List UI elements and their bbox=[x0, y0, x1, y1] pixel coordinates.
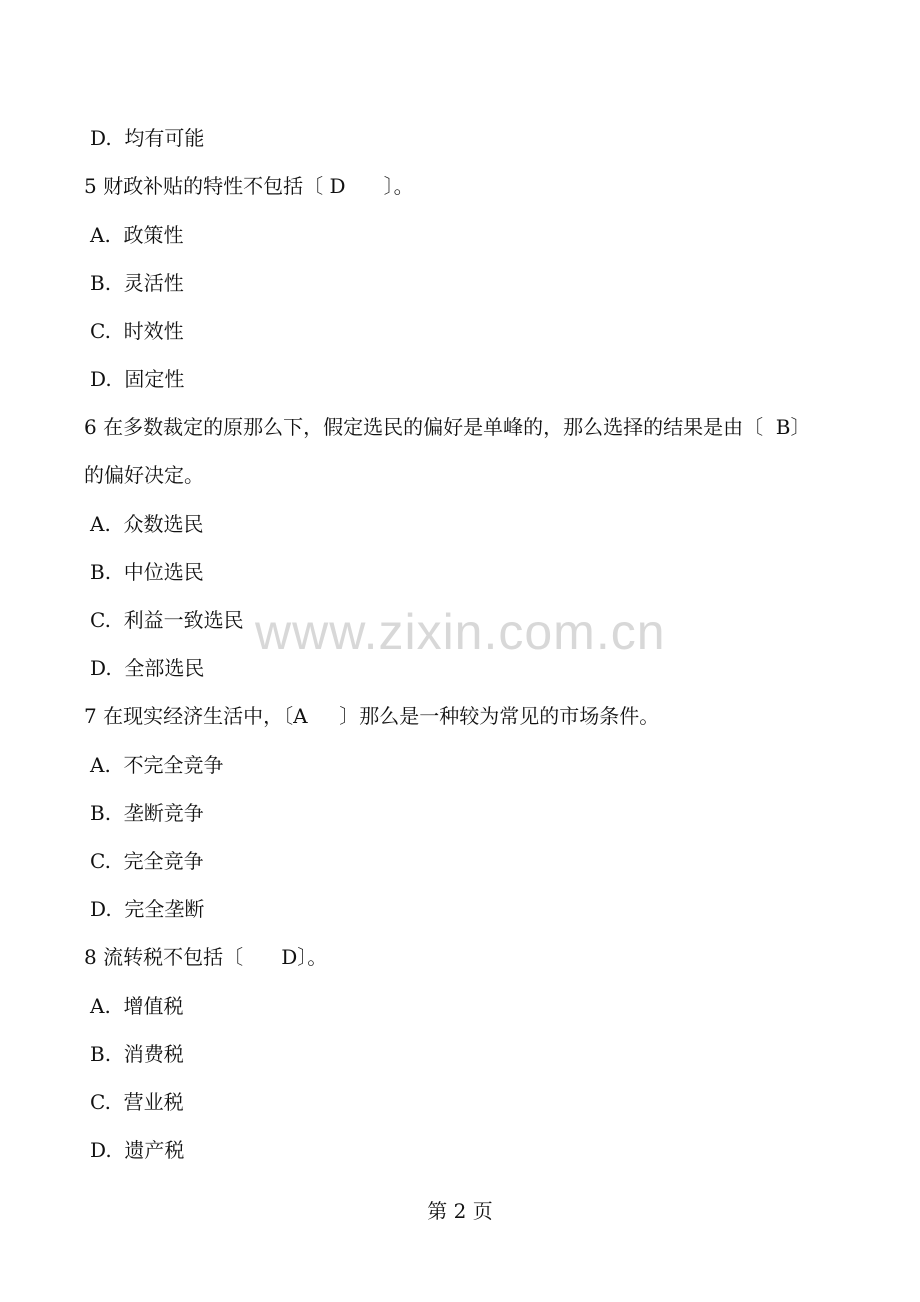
option-d-q8: D. 遗产税 bbox=[90, 1138, 185, 1162]
option-b-q7: B. 垄断竞争 bbox=[90, 801, 204, 825]
option-d-q5: D. 固定性 bbox=[90, 367, 185, 391]
page-footer: 第 2 页 bbox=[427, 1199, 493, 1223]
option-c-q5: C. 时效性 bbox=[90, 319, 184, 343]
option-a-q7: A. 不完全竞争 bbox=[90, 753, 224, 777]
question-6: 6 在多数裁定的原那么下，假定选民的偏好是单峰的，那么选择的结果是由〔 B〕 bbox=[84, 415, 811, 439]
watermark: www.zixin.com.cn bbox=[255, 604, 666, 660]
question-6-continued: 的偏好决定。 bbox=[84, 463, 204, 487]
option-c-q7: C. 完全竞争 bbox=[90, 849, 204, 873]
option-c-q8: C. 营业税 bbox=[90, 1090, 184, 1114]
question-7: 7 在现实经济生活中，〔A 〕那么是一种较为常见的市场条件。 bbox=[84, 704, 660, 728]
option-b-q8: B. 消费税 bbox=[90, 1042, 184, 1066]
option-b-q5: B. 灵活性 bbox=[90, 271, 184, 295]
option-c-q6: C. 利益一致选民 bbox=[90, 608, 244, 632]
option-d-q6: D. 全部选民 bbox=[90, 656, 205, 680]
question-8: 8 流转税不包括〔 D〕。 bbox=[84, 945, 328, 969]
option-d-q7: D. 完全垄断 bbox=[90, 897, 205, 921]
option-a-q6: A. 众数选民 bbox=[90, 512, 204, 536]
option-a-q8: A. 增值税 bbox=[90, 994, 184, 1018]
option-d-q4: D. 均有可能 bbox=[90, 126, 205, 150]
question-5: 5 财政补贴的特性不包括〔 D 〕。 bbox=[84, 174, 414, 198]
option-a-q5: A. 政策性 bbox=[90, 223, 184, 247]
option-b-q6: B. 中位选民 bbox=[90, 560, 204, 584]
